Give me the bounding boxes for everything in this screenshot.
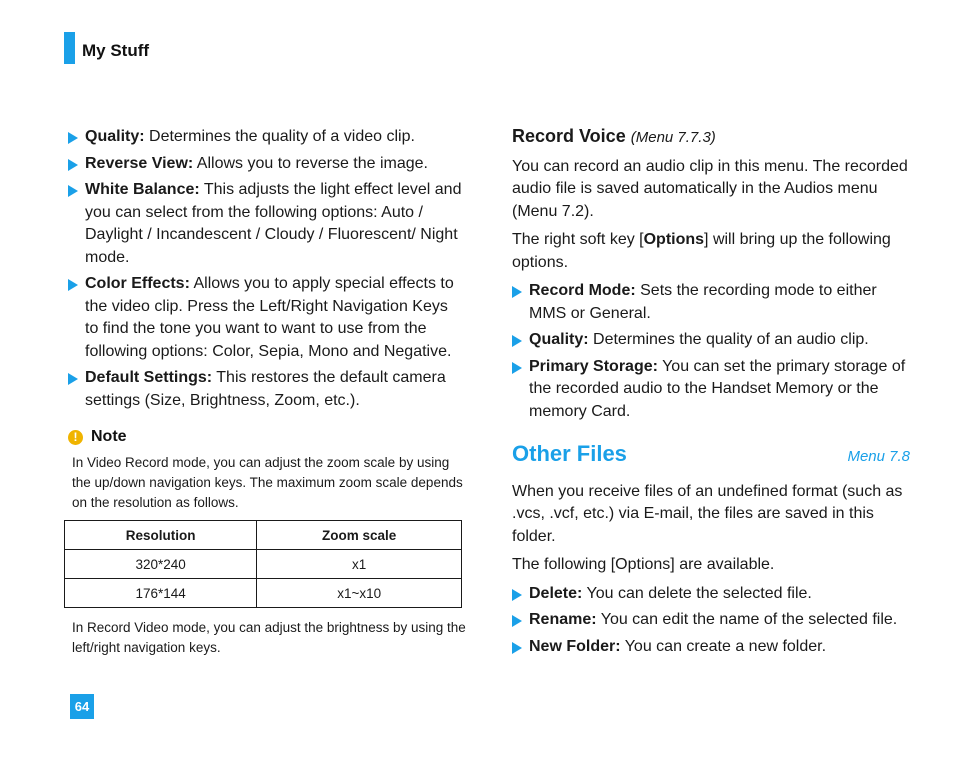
exclamation-icon: ! [68, 430, 83, 445]
bullet-arrow-icon [68, 373, 78, 385]
table-cell: 176*144 [65, 579, 257, 608]
bullet-arrow-icon [68, 132, 78, 144]
record-voice-menu-ref: (Menu 7.7.3) [630, 129, 716, 146]
bullet-arrow-icon [512, 286, 522, 298]
table-header-cell: Resolution [65, 521, 257, 550]
bullet-text: This adjusts the light effect level and you can select from the following options: Auto / Daylight / Incandescent / Cloudy / Fluorescent/ Night mode. [85, 181, 462, 266]
bullet-color-effects [68, 273, 463, 363]
bullet-term: Primary Storage: [529, 357, 658, 375]
record-voice-options-text [512, 229, 910, 274]
bullet-arrow-icon [512, 615, 522, 627]
bullet-rename [512, 609, 910, 632]
options-key: Options [643, 231, 705, 248]
bullet-term: Reverse View: [85, 154, 194, 172]
bullet-arrow-icon [68, 159, 78, 171]
right-column [512, 125, 910, 662]
note-text: In Video Record mode, you can adjust the zoom scale by using the up/down navigation keys. The maximum zoom scale depends on the resolution as follows. [72, 454, 463, 510]
bullet-term: New Folder: [529, 637, 621, 655]
note-heading [68, 426, 463, 449]
bullet-arrow-icon [512, 362, 522, 374]
other-files-menu-ref: Menu 7.8 [847, 448, 910, 465]
table-cell: x1 [257, 550, 462, 579]
other-files-title: Other Files [512, 441, 627, 466]
bullet-text: Determines the quality of a video clip. [144, 128, 415, 145]
bullet-reverse-view [68, 153, 463, 176]
table-row [65, 579, 462, 608]
bullet-term: Quality: [85, 128, 145, 145]
bullet-term: White Balance: [85, 181, 200, 198]
bullet-text: Sets the recording mode to either MMS or General. [529, 282, 877, 322]
note-label: Note [91, 428, 127, 445]
bullet-delete [512, 583, 910, 606]
page-number: 64 [70, 694, 94, 719]
bullet-new-folder [512, 636, 910, 659]
bullet-text: You can delete the selected file. [582, 584, 812, 602]
bullet-record-mode [512, 280, 910, 325]
table-cell: 320*240 [65, 550, 257, 579]
note-after-text: In Record Video mode, you can adjust the brightness by using the left/right navigation keys. [72, 620, 466, 655]
bullet-arrow-icon [512, 642, 522, 654]
record-voice-heading [512, 125, 910, 150]
bullet-term: Record Mode: [529, 282, 636, 299]
bullet-quality [68, 126, 463, 149]
bullet-term: Default Settings: [85, 369, 213, 386]
left-column [68, 126, 463, 513]
bullet-term: Rename: [529, 611, 597, 628]
bullet-white-balance [68, 179, 463, 269]
page-header-title: My Stuff [82, 41, 150, 60]
other-files-options-text: The following [Options] are available. [512, 556, 775, 573]
bullet-arrow-icon [512, 335, 522, 347]
bullet-audio-quality [512, 329, 910, 352]
bullet-text: Allows you to reverse the image. [193, 154, 428, 172]
options-text-post: ] will bring up the following options. [512, 231, 891, 271]
record-voice-intro: You can record an audio clip in this menu. The recorded audio file is saved automatically in the Audios menu (Menu 7.2). [512, 157, 908, 220]
bullet-text: Allows you to apply special effects to the video clip. Press the Left/Right Navigation Keys to find the tone you want to want to use from the following options: Color, Sepia, Mono and Negative. [85, 275, 454, 360]
bullet-text: You can set the primary storage of the recorded audio to the Handset Memory or the memory Card. [529, 357, 906, 420]
options-text-pre: The right soft key [ [512, 231, 644, 248]
bullet-primary-storage [512, 356, 910, 424]
other-files-heading [512, 443, 910, 469]
bullet-arrow-icon [512, 589, 522, 601]
bullet-term: Color Effects: [85, 275, 190, 292]
bullet-arrow-icon [68, 185, 78, 197]
header-accent-bar [64, 32, 75, 64]
bullet-text: You can edit the name of the selected file. [596, 611, 898, 628]
bullet-text: You can create a new folder. [620, 637, 827, 655]
table-cell: x1~x10 [257, 579, 462, 608]
record-voice-title: Record Voice [512, 126, 626, 146]
bullet-default-settings [68, 367, 463, 412]
other-files-intro: When you receive files of an undefined format (such as .vcs, .vcf, etc.) via E-mail, the files are saved in this folder. [512, 482, 903, 545]
table-row [65, 550, 462, 579]
zoom-scale-table [64, 520, 462, 608]
table-header-row [65, 521, 462, 550]
table-header-cell: Zoom scale [257, 521, 462, 550]
bullet-text: Determines the quality of an audio clip. [588, 331, 869, 348]
bullet-text: This restores the default camera settings (Size, Brightness, Zoom, etc.). [85, 369, 446, 409]
bullet-term: Delete: [529, 584, 583, 602]
bullet-term: Quality: [529, 331, 589, 348]
bullet-arrow-icon [68, 279, 78, 291]
